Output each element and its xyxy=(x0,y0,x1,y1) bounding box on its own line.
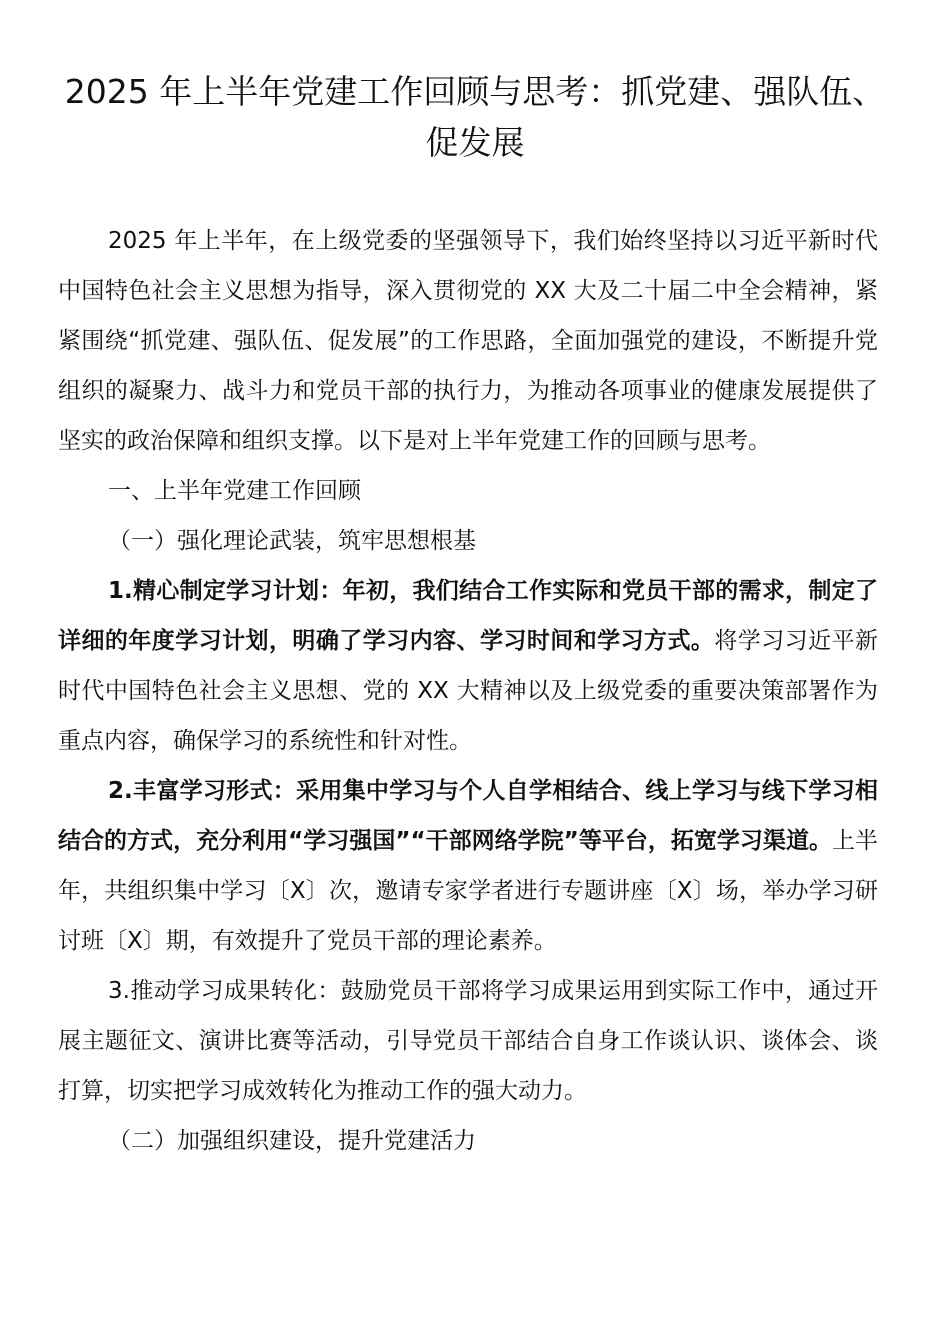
item-body: 将学习习近平新时代中国特色社会主义思想、党的 XX 大精神以及上级党委的重要决策部署作为重点内容，确保学习的系统性和针对性。 xyxy=(58,628,879,754)
item-bold-lead: 1.精心制定学习计划：年初，我们结合工作实际和党员干部的需求，制定了详细的年度学习计划，明确了学习内容、学习时间和学习方式。 xyxy=(58,578,878,654)
item-paragraph xyxy=(58,766,878,966)
item-paragraph xyxy=(58,566,878,766)
item-paragraph: 3.推动学习成果转化：鼓励党员干部将学习成果运用到实际工作中，通过开展主题征文、演讲比赛等活动，引导党员干部结合自身工作谈认识、谈体会、谈打算，切实把学习成效转化为推动工作的强大动力。 xyxy=(58,978,878,1104)
intro-paragraph: 2025 年上半年，在上级党委的坚强领导下，我们始终坚持以习近平新时代中国特色社会主义思想为指导，深入贯彻党的 XX 大及二十届二中全会精神，紧紧围绕“抓党建、强队伍、促发展”的工作思路，全面加强党的建设，不断提升党组织的凝聚力、战斗力和党员干部的执行力，为推动各项事业的健康发展提供了坚实的政治保障和组织支撑。以下是对上半年党建工作的回顾与思考。 xyxy=(58,228,878,454)
item-bold-lead: 2.丰富学习形式：采用集中学习与个人自学相结合、线上学习与线下学习相结合的方式，充分利用“学习强国”“干部网络学院”等平台，拓宽学习渠道。 xyxy=(58,778,878,854)
document-title: 2025 年上半年党建工作回顾与思考：抓党建、强队伍、促发展 xyxy=(64,72,886,162)
item-body: 上半年，共组织集中学习〔X〕次，邀请专家学者进行专题讲座〔X〕场，举办学习研讨班〔X〕期，有效提升了党员干部的理论素养。 xyxy=(58,828,878,954)
document-body xyxy=(58,216,878,1166)
subsection-heading: （二）加强组织建设，提升党建活力 xyxy=(108,1128,476,1154)
section-heading: 一、上半年党建工作回顾 xyxy=(108,478,361,504)
subsection-heading: （一）强化理论武装，筑牢思想根基 xyxy=(108,528,476,554)
